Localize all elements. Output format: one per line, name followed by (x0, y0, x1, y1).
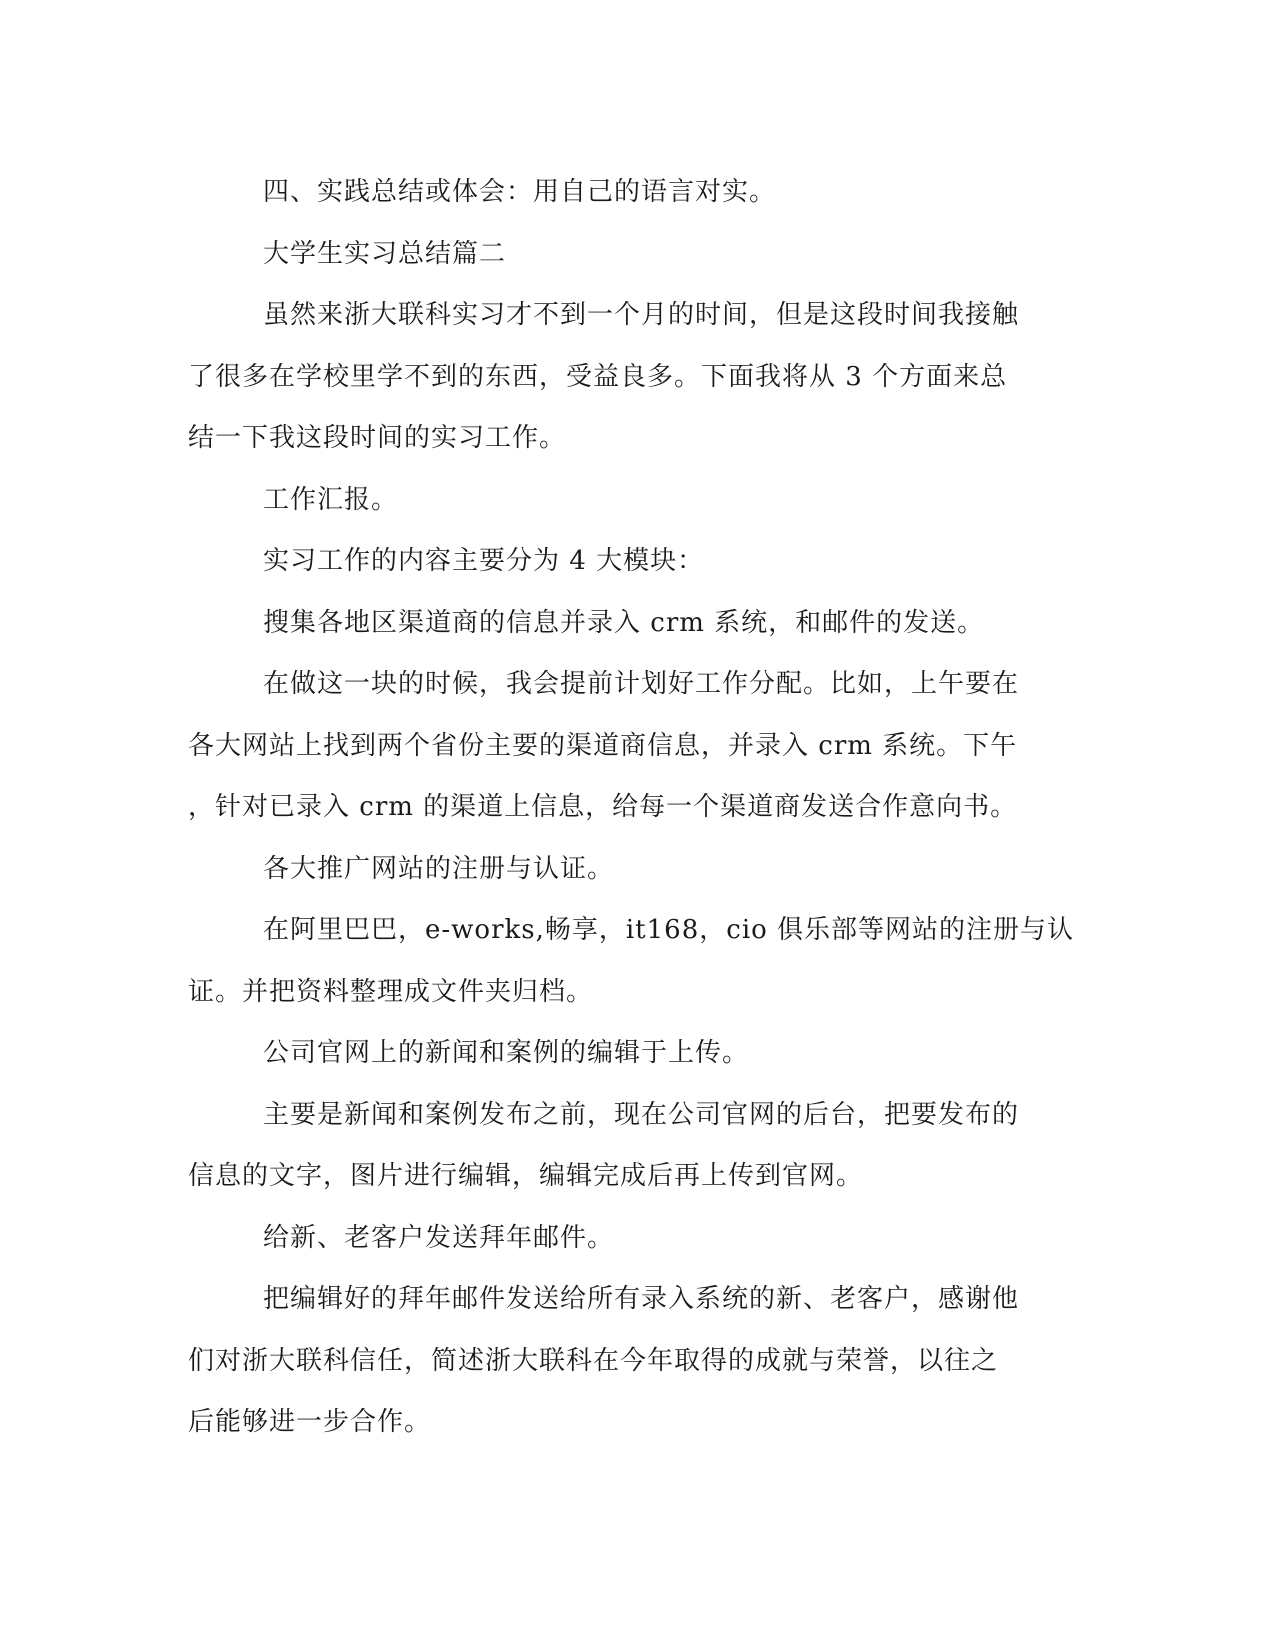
section-heading: 大学生实习总结篇二 (263, 238, 507, 269)
text-line: 后能够进一步合作。 (188, 1407, 432, 1437)
text-line: 实习工作的内容主要分为 4 大模块： (263, 546, 705, 576)
text-line: 在阿里巴巴，e-works,畅享，it168，cio 俱乐部等网站的注册与认 (263, 915, 1075, 945)
text-line: 们对浙大联科信任，简述浙大联科在今年取得的成就与荣誉，以往之 (188, 1345, 999, 1376)
document-body (188, 162, 1075, 1454)
text-line: 主要是新闻和案例发布之前，现在公司官网的后台，把要发布的 (263, 1099, 1020, 1130)
text-line: 各大推广网站的注册与认证。 (263, 853, 615, 884)
text-line: 搜集各地区渠道商的信息并录入 crm 系统，和邮件的发送。 (263, 607, 985, 638)
text-line: 信息的文字，图片进行编辑，编辑完成后再上传到官网。 (188, 1161, 864, 1191)
text-line: 把编辑好的拜年邮件发送给所有录入系统的新、老客户，感谢他 (263, 1284, 1020, 1314)
text-line: 工作汇报。 (263, 484, 399, 515)
text-line: 了很多在学校里学不到的东西，受益良多。下面我将从 3 个方面来总 (188, 361, 1008, 392)
text-line: 证。并把资料整理成文件夹归档。 (188, 976, 594, 1007)
text-line: 给新、老客户发送拜年邮件。 (263, 1222, 615, 1253)
text-line: 结一下我这段时间的实习工作。 (188, 423, 567, 453)
text-line: ，针对已录入 crm 的渠道上信息，给每一个渠道商发送合作意向书。 (188, 792, 1018, 822)
text-line: 公司官网上的新闻和案例的编辑于上传。 (263, 1038, 750, 1068)
text-line: 虽然来浙大联科实习才不到一个月的时间，但是这段时间我接触 (263, 300, 1020, 330)
text-line: 四、实践总结或体会：用自己的语言对实。 (263, 177, 777, 207)
text-line: 各大网站上找到两个省份主要的渠道商信息，并录入 crm 系统。下午 (188, 730, 1018, 761)
text-line: 在做这一块的时候，我会提前计划好工作分配。比如，上午要在 (263, 669, 1020, 699)
